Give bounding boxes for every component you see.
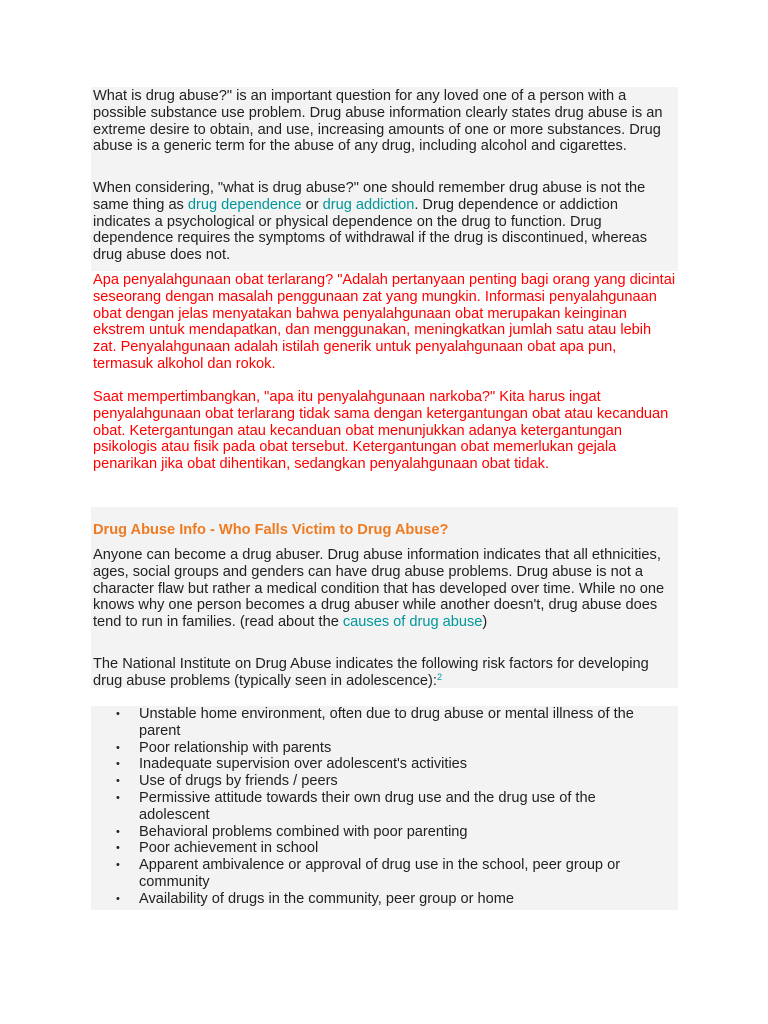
bullet-icon: • <box>116 825 120 838</box>
translation-paragraph-2: Saat mempertimbangkan, "apa itu penyalahgunaan narkoba?" Kita harus ingat penyalahgunaan obat terlarang tidak sama dengan ketergantungan obat atau kecanduan obat. Ketergantungan atau kecanduan obat menunjukkan adanya ketergantungan psikologis atau fisik pada obat tersebut. Ketergantungan obat memerlukan gejala penarikan jika obat dihentikan, sedangkan penyalahgunaan obat tidak. <box>93 389 669 473</box>
intro-paragraph-2-text-b: or <box>301 196 323 213</box>
bullet-icon: • <box>116 708 120 720</box>
risk-factors-list <box>91 706 678 910</box>
bullet-icon: • <box>116 859 120 872</box>
section-paragraph-2 <box>93 656 677 690</box>
list-item-text: Availability of drugs in the community, peer group or home <box>139 890 515 907</box>
list-item-text: Poor achievement in school <box>139 840 319 857</box>
bullet-icon: • <box>116 892 120 905</box>
bullet-icon: • <box>116 758 120 771</box>
intro-paragraph-2-text-c: . Drug dependence or addiction indicates a psychological or physical dependence on the drug to function. Drug dependence requires the symptoms of withdrawal if the drug is discontinued, whereas drug abuse does not. <box>93 196 648 264</box>
list-item <box>91 891 678 908</box>
intro-paragraph-2-text-a: When considering, "what is drug abuse?" one should remember drug abuse is not the same thing as <box>93 180 646 213</box>
list-item <box>91 740 678 757</box>
bullet-icon: • <box>116 842 120 855</box>
list-item <box>91 706 678 740</box>
section-paragraph-1 <box>93 547 677 631</box>
bullet-icon: • <box>116 791 120 804</box>
section-paragraph-1-text-a: Anyone can become a drug abuser. Drug abuse information indicates that all ethnicities, ages, social groups and genders can have drug abuse problems. Drug abuse is not a character flaw but rather a medical condition that has developed over time. While no one knows why one person becomes a drug abuser while another doesn't, drug abuse does tend to run in families. (read about the <box>93 547 665 631</box>
list-item <box>91 790 678 824</box>
list-item-text: Apparent ambivalence or approval of drug use in the school, peer group or community <box>139 857 621 890</box>
intro-paragraph-1: What is drug abuse?" is an important question for any loved one of a person with a possible substance use problem. Drug abuse information clearly states drug abuse is an extreme desire to obtain, and use, increasing amounts of one or more substances. Drug abuse is a generic term for the abuse of any drug, including alcohol and cigarettes. <box>93 88 663 155</box>
list-item-text: Behavioral problems combined with poor parenting <box>139 823 468 840</box>
list-item <box>91 857 678 891</box>
footnote-2-link[interactable]: 2 <box>436 671 442 682</box>
drug-dependence-link[interactable]: drug dependence <box>187 196 302 213</box>
list-item <box>91 824 678 841</box>
causes-of-drug-abuse-link[interactable]: causes of drug abuse <box>342 614 483 631</box>
translation-paragraph-1: Apa penyalahgunaan obat terlarang? "Adalah pertanyaan penting bagi orang yang dicintai seseorang dengan masalah penggunaan zat yang mungkin. Informasi penyalahgunaan obat dengan jelas menyatakan bahwa penyalahgunaan obat merupakan keinginan ekstrem untuk mendapatkan, dan menggunakan, meningkatkan jumlah satu atau lebih zat. Penyalahgunaan adalah istilah generik untuk penyalahgunaan obat apa pun, termasuk alkohol dan rokok. <box>93 272 676 372</box>
bullet-icon: • <box>116 775 120 788</box>
list-item-text: Inadequate supervision over adolescent's activities <box>139 756 468 773</box>
section-paragraph-2-text: The National Institute on Drug Abuse indicates the following risk factors for developing drug abuse problems (typically seen in adolescence): <box>93 656 649 689</box>
list-item-text: Use of drugs by friends / peers <box>139 773 338 790</box>
section-paragraph-1-text-b: ) <box>482 614 488 631</box>
list-item-text: Permissive attitude towards their own drug use and the drug use of the adolescent <box>139 789 596 823</box>
bullet-icon: • <box>116 741 120 754</box>
section-heading: Drug Abuse Info - Who Falls Victim to Drug Abuse? <box>93 522 449 538</box>
drug-addiction-link[interactable]: drug addiction <box>322 196 415 213</box>
list-item <box>91 840 678 857</box>
list-item-text: Unstable home environment, often due to drug abuse or mental illness of the parent <box>139 706 634 739</box>
list-item <box>91 773 678 790</box>
list-item-text: Poor relationship with parents <box>139 739 332 756</box>
list-item <box>91 756 678 773</box>
intro-paragraph-2 <box>93 180 677 264</box>
